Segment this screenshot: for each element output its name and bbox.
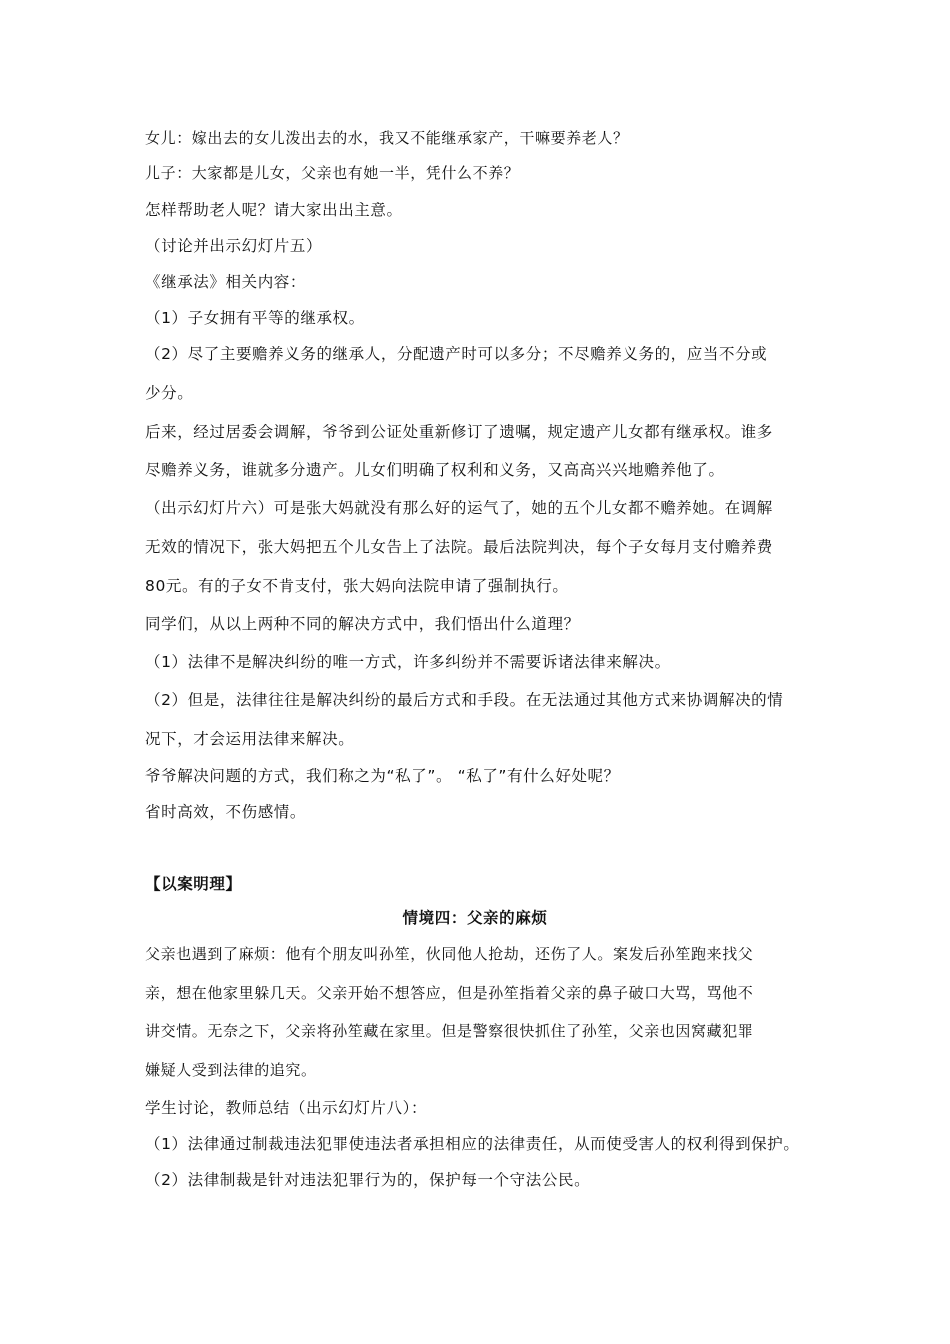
dialogue-daughter: 女儿：嫁出去的女儿泼出去的水，我又不能继承家产，干嘛要养老人？ <box>145 129 629 147</box>
list-item-2: （2）尽了主要赡养义务的继承人，分配遗产时可以多分；不尽赡养义务的，应当不分或 <box>145 345 768 363</box>
paragraph-question: 怎样帮助老人呢？请大家出出主意。 <box>145 201 403 219</box>
list-item-1: （1）子女拥有平等的继承权。 <box>145 309 365 327</box>
dialogue-son: 儿子：大家都是儿女，父亲也有她一半，凭什么不养？ <box>145 164 520 182</box>
paragraph-mediation: 后来，经过居委会调解，爷爷到公证处重新修订了遗嘱，规定遗产儿女都有继承权。谁多 <box>145 423 773 441</box>
paragraph-mediation-cont: 尽赡养义务，谁就多分遗产。儿女们明确了权利和义务，又高高兴兴地赡养他了。 <box>145 461 725 479</box>
paragraph-inheritance-law: 《继承法》相关内容： <box>145 273 307 291</box>
paragraph-lesson-question: 同学们，从以上两种不同的解决方式中，我们悟出什么道理？ <box>145 615 580 633</box>
paragraph-father-trouble-2: 亲，想在他家里躲几天。父亲开始不想答应，但是孙笙指着父亲的鼻子破口大骂，骂他不 <box>145 984 754 1002</box>
paragraph-private-settlement: 爷爷解决问题的方式，我们称之为“私了”。 “私了”有什么好处呢？ <box>145 767 620 785</box>
paragraph-father-trouble: 父亲也遇到了麻烦：他有个朋友叫孙笙，伙同他人抢劫，还伤了人。案发后孙笙跑来找父 <box>145 945 754 963</box>
section-heading: 【以案明理】 <box>145 875 242 893</box>
lesson-item-2: （2）但是，法律往往是解决纠纷的最后方式和手段。在无法通过其他方式来协调解决的情 <box>145 691 784 709</box>
summary-item-2: （2）法律制裁是针对违法犯罪行为的，保护每一个守法公民。 <box>145 1171 591 1189</box>
paragraph-slide-six-cont: 无效的情况下，张大妈把五个儿女告上了法院。最后法院判决，每个子女每月支付赡养费 <box>145 538 773 556</box>
paragraph-slide-six-end: 80元。有的子女不肯支付，张大妈向法院申请了强制执行。 <box>145 577 569 595</box>
paragraph-father-trouble-4: 嫌疑人受到法律的追究。 <box>145 1061 317 1079</box>
paragraph-benefit: 省时高效，不伤感情。 <box>145 803 307 821</box>
paragraph-slide-five: （讨论并出示幻灯片五） <box>145 237 323 255</box>
paragraph-father-trouble-3: 讲交情。无奈之下，父亲将孙笙藏在家里。但是警察很快抓住了孙笙，父亲也因窝藏犯罪 <box>145 1022 754 1040</box>
paragraph-slide-six: （出示幻灯片六）可是张大妈就没有那么好的运气了，她的五个儿女都不赡养她。在调解 <box>145 499 773 517</box>
summary-item-1: （1）法律通过制裁违法犯罪使违法者承担相应的法律责任，从而使受害人的权利得到保护。 <box>145 1135 800 1153</box>
lesson-item-1: （1）法律不是解决纠纷的唯一方式，许多纠纷并不需要诉诸法律来解决。 <box>145 653 671 671</box>
scenario-title: 情境四：父亲的麻烦 <box>402 909 548 927</box>
lesson-item-2-cont: 况下，才会运用法律来解决。 <box>145 730 355 748</box>
paragraph-discussion: 学生讨论，教师总结（出示幻灯片八）： <box>145 1099 428 1117</box>
list-item-2-cont: 少分。 <box>145 384 194 402</box>
